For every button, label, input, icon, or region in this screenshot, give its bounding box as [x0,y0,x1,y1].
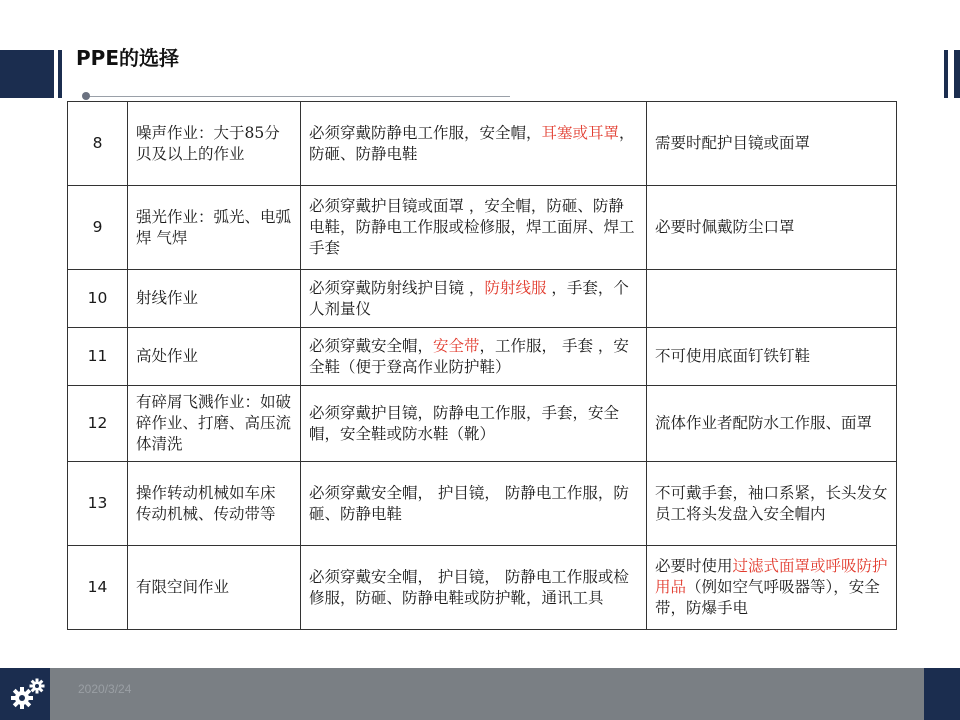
table-row [68,462,897,546]
ppe-text: 必须穿戴护目镜，防静电工作服，手套，安全帽，安全鞋或防水鞋（靴） [309,403,620,443]
right-decor-stripe [944,50,948,98]
table-row [68,102,897,186]
note-text: 需要时配护目镜或面罩 [655,134,811,152]
ppe-text: ，工作服， 手套 ，安全鞋（便于登高作业防护鞋） [309,336,629,376]
required-ppe-cell [301,186,647,270]
table-row [68,186,897,270]
note-cell [647,546,897,630]
table-row [68,328,897,386]
right-decor-bar [954,50,960,98]
note-cell [647,186,897,270]
required-ppe-cell [301,546,647,630]
ppe-text: 必须穿戴护目镜或面罩 ，安全帽，防砸、防静电鞋，防静电工作服或检修服，焊工面屏、焊工手套 [309,197,635,257]
row-number: 8 [68,102,128,186]
required-ppe-cell [301,386,647,462]
task-cell: 噪声作业：大于85分贝及以上的作业 [128,102,301,186]
note-text: 必要时佩戴防尘口罩 [655,218,795,236]
slide-title: PPE的选择 [76,46,179,70]
note-text: 不可使用底面钉铁钉鞋 [655,347,811,365]
note-cell [647,270,897,328]
note-cell [647,102,897,186]
note-text: （例如空气呼吸器等），安全带，防爆手电 [655,578,880,617]
title-underline [86,96,510,97]
task-cell: 操作转动机械如车床 传动机械、传动带等 [128,462,301,546]
title-underline-dot [82,92,90,100]
ppe-text: 必须穿戴安全帽， [309,336,434,355]
ppe-text: 必须穿戴安全帽， 护目镜， 防静电工作服，防砸、防静电鞋 [309,483,629,523]
highlighted-ppe: 过滤式面罩或呼吸防护用品 [655,557,888,596]
footer-right-block [924,668,960,720]
table-row [68,546,897,630]
note-text: 不可戴手套，袖口系紧，长头发女员工将头发盘入安全帽内 [655,483,888,523]
note-text: 必要时使用 [655,557,733,575]
highlighted-ppe: 耳塞或耳罩 [541,123,620,142]
required-ppe-cell [301,270,647,328]
row-number: 13 [68,462,128,546]
note-cell [647,386,897,462]
ppe-text: 必须穿戴安全帽， 护目镜， 防静电工作服或检修服，防砸、防静电鞋或防护靴，通讯工具 [309,567,629,607]
row-number: 14 [68,546,128,630]
table-row [68,386,897,462]
left-decor-bar [0,50,54,98]
note-cell [647,328,897,386]
left-decor-stripe [58,50,62,98]
required-ppe-cell [301,462,647,546]
ppe-text: 必须穿戴防射线护目镜 ， [309,278,485,297]
highlighted-ppe: 安全带 [433,336,480,355]
task-cell: 有限空间作业 [128,546,301,630]
footer-date: 2020/3/24 [78,682,132,696]
ppe-text: ，防砸、防静电鞋 [309,123,635,163]
row-number: 12 [68,386,128,462]
note-text: 流体作业者配防水工作服、面罩 [655,414,873,432]
task-cell: 强光作业：弧光、电弧焊 气焊 [128,186,301,270]
highlighted-ppe: 防射线服 [484,278,547,297]
required-ppe-cell [301,102,647,186]
row-number: 11 [68,328,128,386]
task-cell: 射线作业 [128,270,301,328]
ppe-table [67,101,897,630]
row-number: 10 [68,270,128,328]
note-cell [647,462,897,546]
table-row [68,270,897,328]
footer-bar [0,668,960,720]
task-cell: 有碎屑飞溅作业：如破碎作业、打磨、高压流体清洗 [128,386,301,462]
ppe-text: ，手套，个人剂量仪 [309,278,629,318]
required-ppe-cell [301,328,647,386]
row-number: 9 [68,186,128,270]
task-cell: 高处作业 [128,328,301,386]
gears-icon [8,676,48,712]
ppe-text: 必须穿戴防静电工作服，安全帽， [309,123,542,142]
